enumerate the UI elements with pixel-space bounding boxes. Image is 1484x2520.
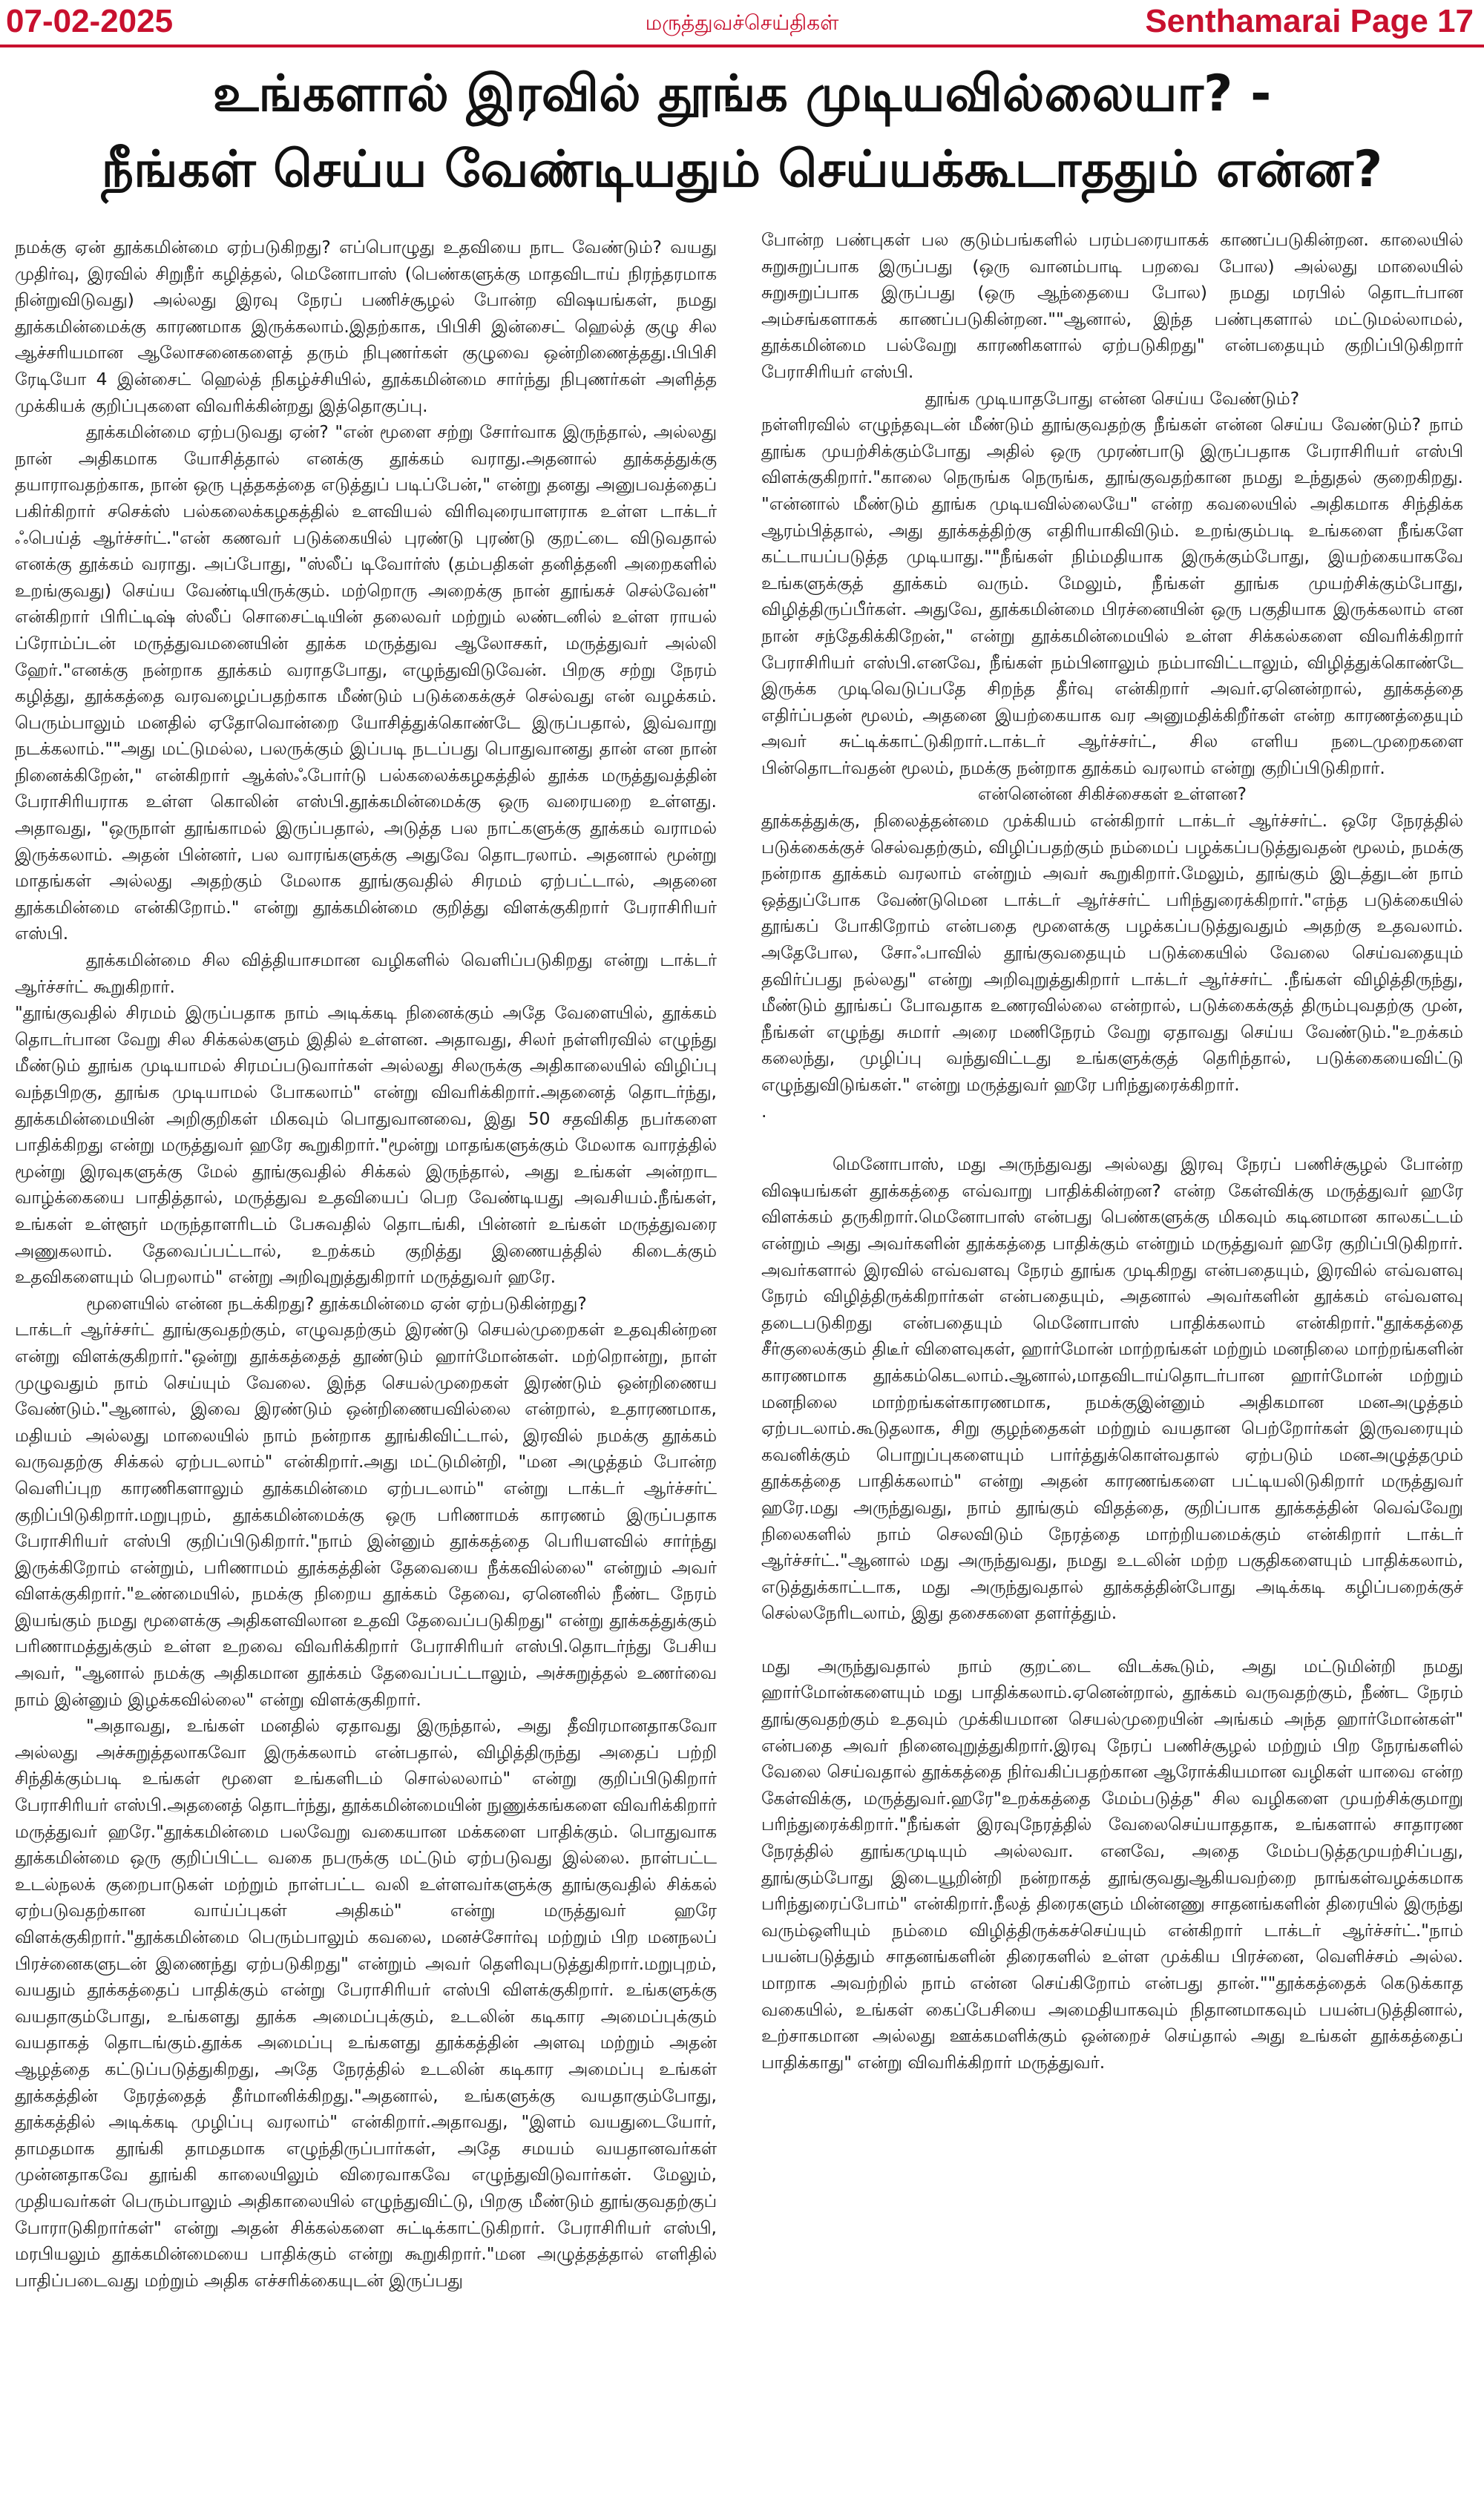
paragraph: "அதாவது, உங்கள் மனதில் ஏதாவது இருந்தால், அது தீவிரமானதாகவோ அல்லது அச்சுறுத்தலாகவோ இருக்கலாம் என்பதால், விழித்திருந்து அதைப் பற்றி சிந்திக்கும்படி உங்கள் மூளை உங்களிடம் சொல்லலாம்" என்று குறிப்பிடுகிறார் பேராசிரியர் எஸ்பி.அதனைத் தொடர்ந்து, தூக்கமின்மையின் நுணுக்கங்களை விவரிக்கிறார் மருத்துவர் ஹரே."தூக்கமின்மை பலவேறு வகையான மக்களை பாதிக்கும். பொதுவாக தூக்கமின்மை ஒரு குறிப்பிட்ட வகை நபருக்கு மட்டும் ஏற்படுவது இல்லை. நாள்பட்ட உடல்நலக் குறைபாடுகள் மற்றும் நாள்பட்ட வலி உள்ளவர்களுக்கு தூங்குவதில் சிக்கல் ஏற்படுவதற்கான வாய்ப்புகள் அதிகம்" என்று மருத்துவர் ஹரே விளக்குகிறார்."தூக்கமின்மை பெரும்பாலும் கவலை, மனச்சோர்வு மற்றும் பிற மனநலப் பிரச்னைகளுடன் இணைந்து ஏற்படுகிறது" என்றும் அவர் தெளிவுபடுத்துகிறார்.மறுபுறம், வயதும் தூக்கத்தைப் பாதிக்கும் என்று பேராசிரியர் எஸ்பி விளக்குகிறார். உங்களுக்கு வயதாகும்போது, உங்களது தூக்க அமைப்புக்கும், உடலின் கடிகார அமைப்புக்கும் வயதாகத் தொடங்கும்.தூக்க அமைப்பு உங்களது தூக்கத்தின் அளவு மற்றும் அதன் ஆழத்தை கட்டுப்படுத்துகிறது, அதே நேரத்தில் உடலின் கடிகார அமைப்பு உங்கள் தூக்கத்தின் நேரத்தைத் தீர்மானிக்கிறது."அதனால், உங்களுக்கு வயதாகும்போது, தூக்கத்தில் அடிக்கடி முழிப்பு வரலாம்" என்கிறார்.அதாவது, "இளம் வயதுடையோர், தாமதமாக தூங்கி தாமதமாக எழுந்திருப்பார்கள், அதே சமயம் வயதானவர்கள் முன்னதாகவே தூங்கி காலையிலும் விரைவாகவே எழுந்துவிடுவார்கள். மேலும், முதியவர்கள் பெரும்பாலும் அதிகாலையில் எழுந்துவிட்டு, பிறகு மீண்டும் தூங்குவதற்குப் போராடுகிறார்கள்" என்று அதன் சிக்கல்களை சுட்டிக்காட்டுகிறார். பேராசிரியர் எஸ்பி, மரபியலும் தூக்கமின்மையை பாதிக்கும் என்று கூறுகிறார்."மன அழுத்தத்தால் எளிதில் பாதிப்படைவது மற்றும் அதிக எச்சரிக்கையுடன் இருப்பது — [15, 1715, 717, 2291]
article-title — [30, 56, 1454, 208]
paragraph: மெனோபாஸ், மது அருந்துவது அல்லது இரவு நேரப் பணிச்சூழல் போன்ற விஷயங்கள் தூக்கத்தை எவ்வாறு பாதிக்கின்றன? என்ற கேள்விக்கு மருத்துவர் ஹரே விளக்கம் தருகிறார்.மெனோபாஸ் என்பது பெண்களுக்கு மிகவும் கடினமான காலகட்டம் என்றும் அது அவர்களின் தூக்கத்தை பாதிக்கும் என்றும் மருத்துவர் ஹரே குறிப்பிடுகிறார். அவர்களால் இரவில் எவ்வளவு நேரம் தூங்க முடிகிறது என்பதையும், இரவில் எவ்வளவு நேரம் விழித்திருக்கிறார்கள் என்பதையும், அதனால் அவர்களின் தூக்கம் எவ்வளவு தடைபடுகிறது என்பதையும் மெனோபாஸ் பாதிக்கலாம் என்கிறார்."தூக்கத்தை சீர்குலைக்கும் திடீர் விளைவுகள், ஹார்மோன் மாற்றங்கள் மற்றும் மனநிலை மாற்றங்களின் காரணமாக தூக்கம்கெடலாம்.ஆனால்,மாதவிடாய்தொடர்பான ஹார்மோன் மற்றும் மனநிலை மாற்றங்கள்காரணமாக, நமக்குஇன்னும் அதிகமான மனஅழுத்தம் ஏற்படலாம்.கூடுதலாக, சிறு குழந்தைகள் மற்றும் வயதான பெற்றோர்கள் இருவரையும் கவனிக்கும் பொறுப்புகளையும் பார்த்துக்கொள்வதால் ஏற்படும் மனஅழுத்தமும் தூக்கத்தை பாதிக்கலாம்" என்று அதன் காரணங்களை பட்டியலிடுகிறார் மருத்துவர் ஹரே.மது அருந்துவது, நாம் தூங்கும் விதத்தை, குறிப்பாக தூக்கத்தின் வெவ்வேறு நிலைகளில் நாம் செலவிடும் நேரத்தை மாற்றியமைக்கும் என்கிறார் டாக்டர் ஆர்ச்சர்ட்."ஆனால் மது அருந்துவது, நமது உடலின் மற்ற பகுதிகளையும் பாதிக்கலாம், எடுத்துக்காட்டாக, மது அருந்துவதால் தூக்கத்தின்போது அடிக்கடி கழிப்பறைக்குச் செல்லநேரிடலாம், இது தசைகளை தளர்த்தும். — [761, 1154, 1463, 1624]
paragraph: நமக்கு ஏன் தூக்கமின்மை ஏற்படுகிறது? எப்பொழுது உதவியை நாட வேண்டும்? வயது முதிர்வு, இரவில் சிறுநீர் கழித்தல், மெனோபாஸ் (பெண்களுக்கு மாதவிடாய் நிரந்தரமாக நின்றுவிடுவது) அல்லது இரவு நேரப் பணிச்சூழல் போன்ற விஷயங்கள், நமது தூக்கமின்மைக்கு காரணமாக இருக்கலாம்.இதற்காக, பிபிசி இன்சைட் ஹெல்த் குழு சில ஆச்சரியமான ஆலோசனைகளைத் தரும் நிபுணர்கள் குழுவை ஒன்றிணைத்தது.பிபிசி ரேடியோ 4 இன்சைட் ஹெல்த் நிகழ்ச்சியில், தூக்கமின்மை சார்ந்து நிபுணர்கள் அளித்த முக்கியக் குறிப்புகளை விவரிக்கின்றது இத்தொகுப்பு. — [15, 237, 717, 416]
subheading: மூளையில் என்ன நடக்கிறது? தூக்கமின்மை ஏன் ஏற்படுகின்றது? — [86, 1292, 587, 1314]
paragraph: "தூங்குவதில் சிரமம் இருப்பதாக நாம் அடிக்கடி நினைக்கும் அதே வேளையில், தூக்கம் தொடர்பான வேறு சில சிக்கல்களும் இதில் உள்ளன. அதாவது, சிலர் நள்ளிரவில் எழுந்து மீண்டும் தூங்க முடியாமல் சிரமப்படுவார்கள் அல்லது சிலருக்கு அதிகாலையில் விழிப்பு வந்தபிறகு, தூங்க முடியாமல் போகலாம்" என்று விவரிக்கிறார்.அதனைத் தொடர்ந்து, தூக்கமின்மையின் அறிகுறிகள் மிகவும் பொதுவானவை, இது 50 சதவிகித நபர்களை பாதிக்கிறது என்று மருத்துவர் ஹரே கூறுகிறார்."மூன்று மாதங்களுக்கும் மேலாக வாரத்தில் மூன்று இரவுகளுக்கு மேல் தூங்குவதில் சிக்கல் இருந்தால், அது உங்கள் அன்றாட வாழ்க்கையை பாதித்தால், மருத்துவ உதவியைப் பெற வேண்டியது அவசியம்.நீங்கள், உங்கள் உள்ளூர் மருந்தாளரிடம் பேசுவதில் தொடங்கி, பின்னர் உங்கள் மருத்துவரை அணுகலாம். தேவைப்பட்டால், உறக்கம் குறித்து இணையத்தில் கிடைக்கும் உதவிகளையும் பெறலாம்" என்று அறிவுறுத்துகிறார் மருத்துவர் ஹரே. — [15, 1002, 717, 1288]
issue-date: 07-02-2025 — [6, 3, 174, 39]
paragraph: நள்ளிரவில் எழுந்தவுடன் மீண்டும் தூங்குவதற்கு நீங்கள் என்ன செய்ய வேண்டும்? நாம் தூங்க முயற்சிக்கும்போது அதில் ஒரு முரண்பாடு இருப்பதாக பேராசிரியர் எஸ்பி விளக்குகிறார்."காலை நெருங்க நெருங்க, தூங்குவதற்கான நமது உந்துதல் குறைகிறது. "என்னால் மீண்டும் தூங்க முடியவில்லையே" என்ற கவலையில் அதிகமாக சிந்திக்க ஆரம்பித்தால், அது தூக்கத்திற்கு எதிரியாகிவிடும். உறங்கும்படி உங்களை நீங்களே கட்டாயப்படுத்த முடியாது.""நீங்கள் நிம்மதியாக இருக்கும்போது, இயற்கையாகவே உங்களுக்குத் தூக்கம் வரும். மேலும், நீங்கள் தூங்க முயற்சிக்கும்போது, விழித்திருப்பீர்கள். அதுவே, தூக்கமின்மை பிரச்னையின் ஒரு பகுதியாக இருக்கலாம் என நான் சந்தேகிக்கிறேன்," என்று தூக்கமின்மையில் உள்ள சிக்கல்களை விவரிக்கிறார் பேராசிரியர் எஸ்பி.எனவே, நீங்கள் நம்பினாலும் நம்பாவிட்டாலும், விழித்துக்கொண்டே இருக்க முடிவெடுப்பதே சிறந்த தீர்வு என்கிறார் அவர்.ஏனென்றால், தூக்கத்தை எதிர்ப்பதன் மூலம், அதனை இயற்கையாக வர அனுமதிக்கிறீர்கள் என்ற காரணத்தையும் அவர் சுட்டிக்காட்டுகிறார்.டாக்டர் ஆர்ச்சர்ட், சில எளிய நடைமுறைகளை பின்தொடர்வதன் மூலம், நமக்கு நன்றாக தூக்கம் வரலாம் என்று குறிப்பிடுகிறார். — [761, 414, 1463, 778]
header-divider — [0, 45, 1484, 47]
subheading: என்னென்ன சிகிச்சைகள் உள்ளன? — [977, 783, 1247, 805]
title-line-1: உங்களால் இரவில் தூங்க முடியவில்லையா? - — [212, 65, 1272, 123]
title-line-2: நீங்கள் செய்ய வேண்டியதும் செய்யக்கூடாததும் என்ன? — [101, 140, 1383, 199]
paragraph: தூக்கமின்மை சில வித்தியாசமான வழிகளில் வெளிப்படுகிறது என்று டாக்டர் ஆர்ச்சர்ட் கூறுகிறார். — [15, 950, 717, 997]
right-column — [761, 227, 1463, 2504]
paragraph: தூக்கமின்மை ஏற்படுவது ஏன்? "என் மூளை சற்று சோர்வாக இருந்தால், அல்லது நான் அதிகமாக யோசித்தால் எனக்கு தூக்கம் வராது.அதனால் தூக்கத்துக்கு தயாராவதற்காக, நான் ஒரு புத்தகத்தை எடுத்துப் படிப்பேன்," என்று தனது அனுபவத்தைப் பகிர்கிறார் சசெக்ஸ் பல்கலைக்கழகத்தில் உளவியல் விரிவுரையாளராக உள்ள டாக்டர் ஃபெய்த் ஆர்ச்சர்ட்."என் கணவர் படுக்கையில் புரண்டு புரண்டு குறட்டை விடுவதால் எனக்கு தூக்கம் வராது. அப்போது, "ஸ்லீப் டிவோர்ஸ் (தம்பதிகள் தனித்தனி அறைகளில் உறங்குவது) செய்ய வேண்டியிருக்கும். மற்றொரு அறைக்கு நான் தூங்கச் செல்வேன்" என்கிறார் பிரிட்டிஷ் ஸ்லீப் சொசைட்டியின் தலைவர் மற்றும் லண்டனில் உள்ள ராயல் ப்ரோம்ப்டன் மருத்துவமனையின் தூக்க மருத்துவ ஆலோசகர், மருத்துவர் அல்லி ஹேர்."எனக்கு நன்றாக தூக்கம் வராதபோது, எழுந்துவிடுவேன். பிறகு சற்று நேரம் கழித்து, தூக்கத்தை வரவழைப்பதற்காக மீண்டும் படுக்கைக்குச் செல்வது என் வழக்கம். பெரும்பாலும் மனதில் ஏதோவொன்றை யோசித்துக்கொண்டே இருப்பதால், இவ்வாறு நடக்கலாம்.""அது மட்டுமல்ல, பலருக்கும் இப்படி நடப்பது பொதுவானது தான் என நான் நினைக்கிறேன்," என்கிறார் ஆக்ஸ்ஃபோர்டு பல்கலைக்கழகத்தில் தூக்க மருத்துவத்தின் பேராசிரியராக உள்ள கொலின் எஸ்பி.தூக்கமின்மைக்கு ஒரு வரையறை உள்ளது. அதாவது, "ஒருநாள் தூங்காமல் இருப்பதால், அடுத்த பல நாட்களுக்கு தூக்கம் வராமல் இருக்கலாம். அதன் பின்னர், பல வாரங்களுக்கு அதுவே தொடரலாம். அதனால் மூன்று மாதங்கள் அல்லது அதற்கும் மேலாக தூங்குவதில் சிரமம் ஏற்பட்டால், அதனை தூக்கமின்மை என்கிறோம்." என்று தூக்கமின்மை குறித்து விளக்குகிறார் பேராசிரியர் எஸ்பி. — [15, 421, 717, 944]
left-column — [15, 234, 717, 2512]
paragraph: மது அருந்துவதால் நாம் குறட்டை விடக்கூடும், அது மட்டுமின்றி நமது ஹார்மோன்களையும் மது பாதிக்கலாம்.ஏனென்றால், தூக்கம் வருவதற்கும், நீண்ட நேரம் தூங்குவதற்கும் உதவும் முக்கியமான செயல்முறையின் அங்கம் அந்த ஹார்மோன்கள்" என்பதை அவர் நினைவுறுத்துகிறார்.இரவு நேரப் பணிச்சூழல் மற்றும் பிற நேரங்களில் வேலை செய்வதால் தூக்கத்தை நிர்வகிப்பதற்கான ஆரோக்கியமான வழிகள் யாவை என்ற கேள்விக்கு, மருத்துவர்.ஹரே"உறக்கத்தை மேம்படுத்த" சில வழிகளை முயற்சிக்குமாறு பரிந்துரைக்கிறார்."நீங்கள் இரவுநேரத்தில் வேலைசெய்யாததாக, உங்களால் சாதாரண நேரத்தில் தூங்கமுடியும் அல்லவா. எனவே, அதை மேம்படுத்தமுயற்சிப்பது, தூங்கும்போது இடையூறின்றி நன்றாகத் தூங்குவதுஆகியவற்றை நாங்கள்வழக்கமாக பரிந்துரைப்போம்" என்கிறார்.நீலத் திரைகளும் மின்னணு சாதனங்களின் திரையில் இருந்து வரும்ஒளியும் நம்மை விழித்திருக்கச்செய்யும் என்கிறார் டாக்டர் ஆர்ச்சர்ட்."நாம் பயன்படுத்தும் சாதனங்களின் திரைகளில் உள்ள முக்கிய பிரச்னை, வெளிச்சம் அல்ல. மாறாக அவற்றில் நாம் என்ன செய்கிறோம் என்பது தான்.""தூக்கத்தைக் கெடுக்காத வகையில், உங்கள் கைப்பேசியை அமைதியாகவும் நிதானமாகவும் பயன்படுத்தினால், உற்சாகமான அல்லது ஊக்கமளிக்கும் ஒன்றைச் செய்தால் அது உங்கள் தூக்கத்தைப் பாதிக்காது" என்று விவரிக்கிறார் மருத்துவர். — [761, 1655, 1463, 2073]
separator-dot: . — [761, 1100, 767, 1122]
paragraph: போன்ற பண்புகள் பல குடும்பங்களில் பரம்பரையாகக் காணப்படுகின்றன. காலையில் சுறுசுறுப்பாக இருப்பது (ஒரு வானம்பாடி பறவை போல) அல்லது மாலையில் சுறுசுறுப்பாக இருப்பது (ஒரு ஆந்தையை போல) நமது மரபில் தொடர்பான அம்சங்களாகக் காணப்படுகின்றன.""ஆனால், இந்த பண்புகளால் மட்டுமல்லாமல், தூக்கமின்மை பல்வேறு காரணிகளால் ஏற்படுகிறது" என்பதையும் குறிப்பிடுகிறார் பேராசிரியர் எஸ்பி. — [761, 229, 1463, 382]
paragraph: தூக்கத்துக்கு, நிலைத்தன்மை முக்கியம் என்கிறார் டாக்டர் ஆர்ச்சர்ட். ஒரே நேரத்தில் படுக்கைக்குச் செல்வதற்கும், விழிப்பதற்கும் நம்மைப் பழக்கப்படுத்துவதன் மூலம், நமக்கு நன்றாக தூக்கம் வரலாம் என்றும் அவர் கூறுகிறார்.மேலும், தூங்கும் இடத்துடன் நாம் ஒத்துப்போக வேண்டுமென டாக்டர் ஆர்ச்சர்ட் பரிந்துரைக்கிறார்."எந்த படுக்கையில் தூங்கப் போகிறோம் என்பதை மூளைக்கு பழக்கப்படுத்துவதும் அதற்கு உதவலாம். அதேபோல, சோஃபாவில் தூங்குவதையும் படுக்கையில் வேலை செய்வதையும் தவிர்ப்பது நல்லது" என்று அறிவுறுத்துகிறார் டாக்டர் ஆர்ச்சர்ட் .நீங்கள் விழித்திருந்து, மீண்டும் தூங்கப் போவதாக உணரவில்லை என்றால், படுக்கைக்குத் திரும்புவதற்கு முன், நீங்கள் எழுந்து சுமார் அரை மணிநேரம் வேறு ஏதாவது செய்ய வேண்டும்."உறக்கம் கலைந்து, முழிப்பு வந்துவிட்டது உங்களுக்குத் தெரிந்தால், படுக்கையைவிட்டு எழுந்துவிடுங்கள்." என்று மருத்துவர் ஹரே பரிந்துரைக்கிறார். — [761, 810, 1463, 1095]
publication-page-label: Senthamarai Page 17 — [1145, 3, 1474, 39]
section-name: மருத்துவச்செய்திகள் — [645, 10, 839, 35]
paragraph: டாக்டர் ஆர்ச்சர்ட் தூங்குவதற்கும், எழுவதற்கும் இரண்டு செயல்முறைகள் உதவுகின்றன என்று விளக்குகிறார்."ஒன்று தூக்கத்தைத் தூண்டும் ஹார்மோன்கள். மற்றொன்று, நாள் முழுவதும் நாம் செய்யும் வேலை. இந்த செயல்முறைகள் இரண்டும் ஒன்றிணைய வேண்டும்."ஆனால், இவை இரண்டும் ஒன்றிணையவில்லை என்றால், உதாரணமாக, மதியம் அல்லது மாலையில் நாம் நன்றாக தூங்கிவிட்டால், இரவில் நமக்கு தூக்கம் வருவதற்கு சிக்கல் ஏற்படலாம்" என்கிறார்.அது மட்டுமின்றி, "மன அழுத்தம் போன்ற வெளிப்புற காரணிகளாலும் தூக்கமின்மை ஏற்படலாம்" என்று டாக்டர் ஆர்ச்சர்ட் குறிப்பிடுகிறார்.மறுபுறம், தூக்கமின்மைக்கு ஒரு பரிணாமக் காரணம் இருப்பதாக பேராசிரியர் எஸ்பி குறிப்பிடுகிறார்."நாம் இன்னும் தூக்கத்தை பெரியளவில் சார்ந்து இருக்கிறோம் என்றும், பரிணாமம் தூக்கத்தின் தேவையை நீக்கவில்லை" என்றும் அவர் விளக்குகிறார்."உண்மையில், நமக்கு நிறைய தூக்கம் தேவை, ஏனெனில் நீண்ட நேரம் இயங்கும் நமது மூளைக்கு அதிகளவிலான உதவி தேவைப்படுகிறது" என்று தூக்கத்துக்கும் பரிணாமத்துக்கும் உள்ள உறவை விவரிக்கிறார் பேராசிரியர் எஸ்பி.தொடர்ந்து பேசிய அவர், "ஆனால் நமக்கு அதிகமான தூக்கம் தேவைப்பட்டாலும், அச்சுறுத்தல் உணர்வை நாம் இன்னும் இழக்கவில்லை" என்று விளக்குகிறார். — [15, 1319, 717, 1710]
subheading: தூங்க முடியாதபோது என்ன செய்ய வேண்டும்? — [925, 387, 1300, 409]
page-header — [0, 0, 1484, 45]
